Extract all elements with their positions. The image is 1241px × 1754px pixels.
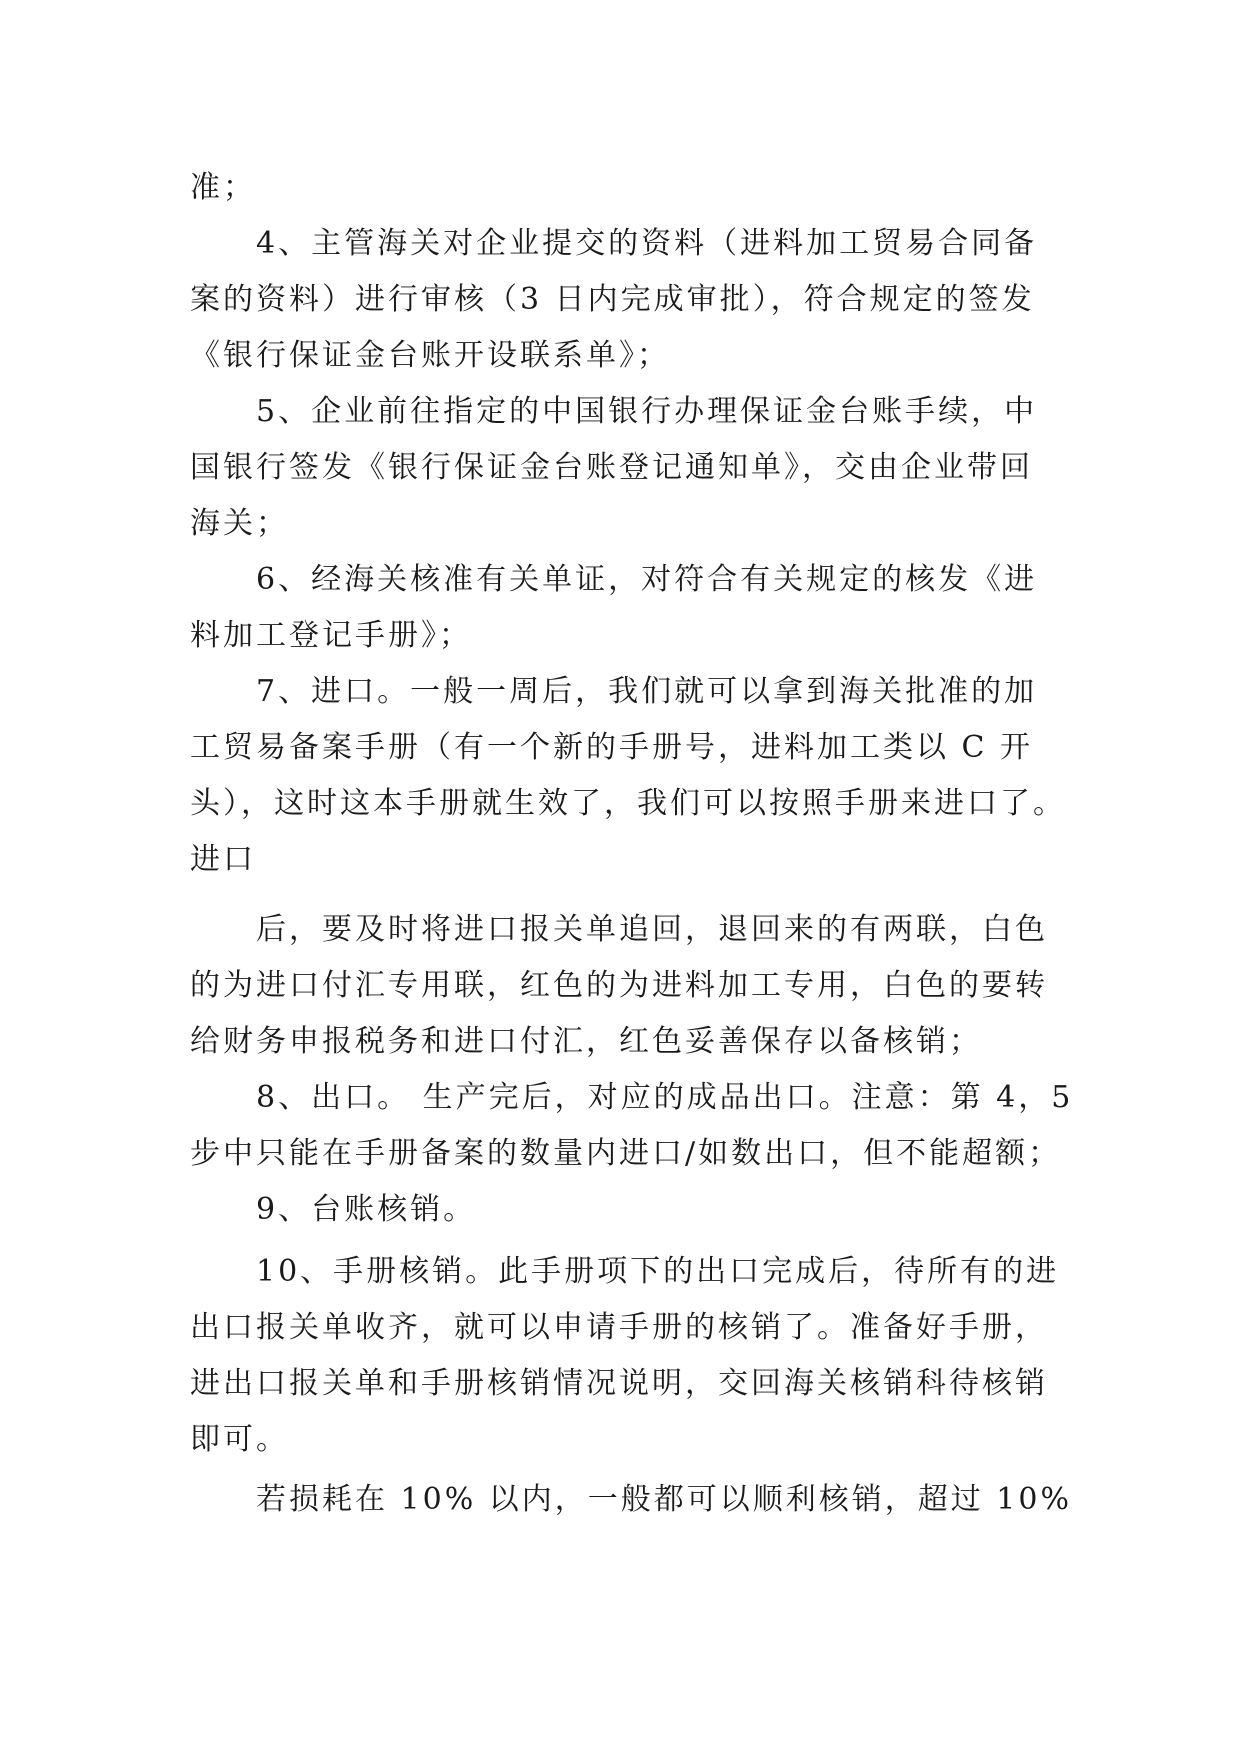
text-line: 步中只能在手册备案的数量内进口/如数出口，但不能超额； [190, 1136, 1062, 1171]
text-line: 后，要及时将进口报关单追回，退回来的有两联，白色 [256, 912, 1048, 947]
text-line: 4、主管海关对企业提交的资料（进料加工贸易合同备 [256, 226, 1038, 261]
text-line: 头），这时这本手册就生效了，我们可以按照手册来进口了。 [190, 786, 1066, 821]
text-line: 9、台账核销。 [256, 1192, 477, 1227]
text-line: 即可。 [190, 1422, 289, 1457]
text-line: 8、出口。 生产完后，对应的成品出口。注意：第 4，5 [256, 1080, 1074, 1115]
text-line: 的为进口付汇专用联，红色的为进料加工专用，白色的要转 [190, 968, 1048, 1003]
text-line: 给财务申报税务和进口付汇，红色妥善保存以备核销； [190, 1024, 982, 1059]
text-line: 若损耗在 10% 以内，一般都可以顺利核销，超过 10% [256, 1482, 1072, 1517]
text-line: 准； [190, 170, 256, 205]
text-line: 10、手册核销。此手册项下的出口完成后，待所有的进 [256, 1254, 1060, 1289]
text-line: 进出口报关单和手册核销情况说明，交回海关核销科待核销 [190, 1366, 1048, 1401]
text-line: 出口报关单收齐，就可以申请手册的核销了。准备好手册， [190, 1310, 1048, 1345]
text-line: 进口 [190, 842, 256, 877]
text-line: 海关； [190, 506, 289, 541]
text-line: 案的资料）进行审核（3 日内完成审批），符合规定的签发 [190, 282, 1035, 317]
text-line: 5、企业前往指定的中国银行办理保证金台账手续，中 [256, 394, 1038, 429]
text-line: 7、进口。一般一周后，我们就可以拿到海关批准的加 [256, 674, 1038, 709]
text-line: 6、经海关核准有关单证，对符合有关规定的核发《进 [256, 562, 1038, 597]
text-line: 工贸易备案手册（有一个新的手册号，进料加工类以 C 开 [190, 730, 1034, 765]
text-line: 料加工登记手册》； [190, 618, 472, 653]
text-line: 《银行保证金台账开设联系单》； [190, 338, 670, 373]
text-line: 国银行签发《银行保证金台账登记通知单》，交由企业带回 [190, 450, 1033, 485]
